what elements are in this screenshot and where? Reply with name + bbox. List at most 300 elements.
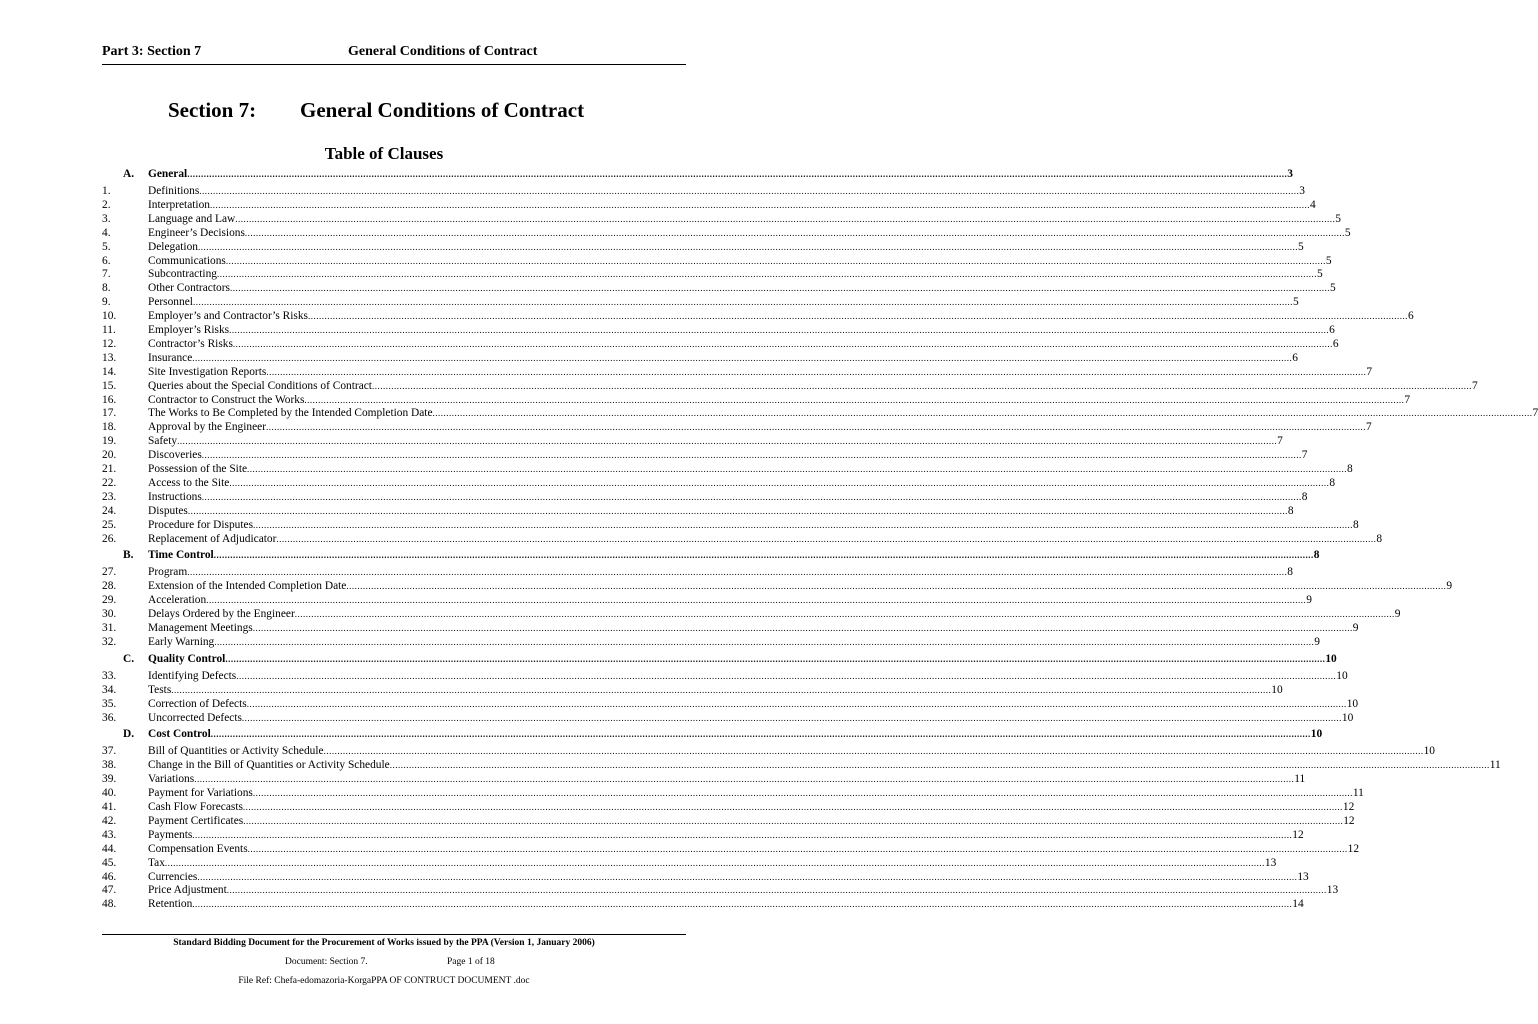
toc-entry-line [148,814,1355,828]
toc-leader-dots: ................................................................................................................................................................................................................................................................................................................................................................................................................ [213,550,1314,561]
toc-leader-dots: ................................................................................................................................................................................................................................................................................................................................................................................................................ [294,609,1395,620]
toc-number: 27. [102,566,117,579]
toc-leader-dots: ................................................................................................................................................................................................................................................................................................................................................................................................................ [432,408,1533,419]
toc-title: Variations [148,773,195,786]
toc-leader-dots: ................................................................................................................................................................................................................................................................................................................................................................................................................ [304,394,1405,405]
toc-clause-row [0,309,1414,323]
toc-clause-row [0,462,1353,476]
toc-page-number: 13 [1297,870,1309,883]
toc-entry-line [148,635,1320,649]
toc-page-number: 7 [1277,435,1283,448]
toc-section-row [0,727,1323,741]
toc-entry-line [148,669,1348,683]
toc-clause-row [0,351,1298,365]
toc-leader-dots: ................................................................................................................................................................................................................................................................................................................................................................................................................ [194,774,1295,785]
toc-title: Compensation Events [148,842,248,855]
toc-clause-row [0,281,1336,295]
toc-leader-dots: ................................................................................................................................................................................................................................................................................................................................................................................................................ [346,581,1447,592]
toc-title: Tests [148,683,172,696]
toc-title: Procedure for Disputes [148,518,254,531]
toc-entry-line [148,883,1339,897]
toc-number: 23. [102,490,117,503]
toc-entry-line [148,711,1354,725]
toc-number: 31. [102,622,117,634]
toc-entry-line [148,393,1411,407]
toc-page-number: 8 [1287,504,1294,517]
toc-number: 25. [102,518,117,531]
toc-section-row [0,652,1337,666]
toc-clause-row [0,607,1401,621]
toc-leader-dots: ................................................................................................................................................................................................................................................................................................................................................................................................................ [265,422,1366,433]
toc-leader-dots: ................................................................................................................................................................................................................................................................................................................................................................................................................ [187,567,1288,578]
toc-clause-row [0,254,1332,268]
toc-entry-line [148,518,1359,532]
toc-entry-line [148,309,1414,323]
toc-page-number: 12 [1343,814,1355,827]
toc-entry-line [148,897,1304,911]
toc-number: 20. [102,449,117,462]
toc-entry-line [148,772,1306,786]
toc-title: Time Control [148,549,214,562]
toc-clause-row [0,697,1359,711]
toc-number: 29. [102,594,117,607]
toc-title: Disputes [148,504,188,517]
footer-publisher-line: Standard Bidding Document for the Procurement of Works issued by the PPA (Version 1, January 2006) [173,938,595,948]
toc-entry-line [148,548,1320,562]
toc-leader-dots: ................................................................................................................................................................................................................................................................................................................................................................................................................ [197,871,1298,882]
toc-page-number: 9 [1446,580,1453,593]
toc-page-number: 11 [1489,759,1501,772]
toc-number: 6. [102,254,111,267]
toc-leader-dots: ................................................................................................................................................................................................................................................................................................................................................................................................................ [252,788,1353,799]
footer-document-label: Document: Section 7. [285,957,368,967]
toc-clause-row [0,870,1309,884]
toc-page-number: 8 [1313,549,1320,562]
toc-leader-dots: ................................................................................................................................................................................................................................................................................................................................................................................................................ [171,684,1272,695]
toc-leader-dots: ................................................................................................................................................................................................................................................................................................................................................................................................................ [247,843,1348,854]
toc-number: 4. [102,226,111,239]
toc-clause-row [0,744,1435,758]
toc-clause-row [0,295,1299,309]
toc-page-number: 5 [1344,226,1351,239]
toc-title: Correction of Defects [148,697,247,710]
toc-number: 22. [102,476,117,489]
toc-leader-dots: ................................................................................................................................................................................................................................................................................................................................................................................................................ [164,857,1265,868]
toc-number: 12. [102,337,117,350]
toc-title: Insurance [148,351,193,364]
toc-title: Early Warning [148,635,215,648]
toc-entry-line [148,198,1316,212]
toc-leader-dots: ................................................................................................................................................................................................................................................................................................................................................................................................................ [371,380,1472,391]
toc-title: Delegation [148,240,198,253]
toc-number: 11. [102,324,116,336]
toc-leader-dots: ................................................................................................................................................................................................................................................................................................................................................................................................................ [244,227,1345,238]
toc-number: 33. [102,669,117,682]
toc-title: Uncorrected Defects [148,711,242,724]
toc-title: Access to the Site [148,476,230,489]
toc-page-number: 6 [1407,310,1414,323]
toc-section-row [0,167,1293,181]
toc-leader-dots: ................................................................................................................................................................................................................................................................................................................................................................................................................ [225,255,1326,266]
toc-number: B. [123,549,134,562]
toc-page-number: 12 [1292,828,1304,841]
footer-divider [102,934,686,935]
toc-page-number: 10 [1423,745,1435,758]
toc-number: 28. [102,580,117,593]
toc-page-number: 10 [1346,697,1359,710]
toc-number: 37. [102,745,117,758]
toc-entry-line [148,621,1359,635]
toc-page-number: 14 [1292,898,1304,911]
toc-number: A. [123,168,135,180]
toc-page-number: 8 [1353,518,1359,531]
toc-entry-line [148,434,1283,448]
toc-number: 43. [102,828,117,841]
toc-number: 39. [102,773,117,786]
toc-title: General [148,168,188,180]
toc-number: 14. [102,365,117,378]
toc-page-number: 12 [1342,801,1355,813]
toc-entry-line [148,406,1538,420]
toc-title: The Works to Be Completed by the Intended Completion Date [148,407,433,420]
toc-entry-line [148,476,1336,490]
toc-page-number: 10 [1325,652,1337,665]
toc-title: Site Investigation Reports [148,365,267,378]
toc-clause-row [0,323,1335,337]
toc-title: Approval by the Engineer [148,421,266,434]
toc-leader-dots: ................................................................................................................................................................................................................................................................................................................................................................................................................ [323,746,1424,757]
toc-page-number: 10 [1271,683,1283,696]
toc-number: 40. [102,787,117,800]
toc-clause-row [0,420,1372,434]
toc-page-number: 7 [1301,449,1308,462]
title-section-name: General Conditions of Contract [300,98,585,122]
toc-number: 7. [102,268,111,281]
toc-page-number: 8 [1287,566,1293,579]
toc-clause-row [0,683,1283,697]
toc-clause-row [0,711,1354,725]
toc-title: Employer’s and Contractor’s Risks [148,310,308,323]
toc-page-number: 8 [1301,490,1308,503]
toc-leader-dots: ................................................................................................................................................................................................................................................................................................................................................................................................................ [192,297,1293,308]
toc-entry-line [148,240,1304,254]
toc-leader-dots: ................................................................................................................................................................................................................................................................................................................................................................................................................ [192,352,1293,363]
toc-leader-dots: ................................................................................................................................................................................................................................................................................................................................................................................................................ [266,366,1367,377]
toc-entry-line [148,607,1401,621]
toc-title: Management Meetings [148,622,253,634]
toc-page-number: 3 [1299,185,1305,197]
toc-leader-dots: ................................................................................................................................................................................................................................................................................................................................................................................................................ [197,241,1298,252]
toc-title: Payment Certificates [148,814,244,827]
toc-entry-line [148,786,1364,800]
toc-number: 24. [102,504,117,517]
toc-entry-line [148,532,1383,546]
toc-entry-line [148,351,1298,365]
toc-number: 5. [102,240,111,253]
toc-leader-dots: ................................................................................................................................................................................................................................................................................................................................................................................................................ [201,491,1302,502]
toc-page-number: 6 [1332,337,1339,350]
toc-page-number: 7 [1471,379,1478,392]
toc-title: Payment for Variations [148,787,253,800]
toc-title: Engineer’s Decisions [148,226,245,239]
toc-page-number: 7 [1365,421,1372,434]
toc-number: 48. [102,898,117,911]
toc-page-number: 5 [1292,296,1299,309]
toc-clause-row [0,365,1373,379]
toc-title: Safety [148,435,178,448]
toc-entry-line [148,281,1336,295]
toc-leader-dots: ................................................................................................................................................................................................................................................................................................................................................................................................................ [247,464,1348,474]
toc-title: Bill of Quantities or Activity Schedule [148,745,324,758]
toc-clause-row [0,883,1339,897]
toc-title: Subcontracting [148,268,217,281]
toc-title: Price Adjustment [148,884,227,897]
toc-page-number: 13 [1264,856,1277,869]
toc-title: Cost Control [148,728,211,741]
toc-leader-dots: ................................................................................................................................................................................................................................................................................................................................................................................................................ [235,213,1336,224]
toc-number: 26. [102,532,117,545]
toc-leader-dots: ................................................................................................................................................................................................................................................................................................................................................................................................................ [242,802,1343,812]
toc-number: 38. [102,759,117,772]
toc-title: Discoveries [148,449,202,462]
toc-entry-line [148,697,1359,711]
toc-page-number: 5 [1297,240,1304,253]
toc-number: 1. [102,185,111,197]
toc-page-number: 11 [1294,773,1306,786]
toc-entry-line [148,323,1335,337]
toc-title: Employer’s Risks [148,324,230,336]
toc-page-number: 5 [1325,254,1332,267]
toc-entry-line [148,504,1294,518]
toc-title: Identifying Defects [148,669,237,682]
toc-entry-line [148,593,1312,607]
toc-number: C. [123,652,135,665]
toc-clause-row [0,490,1308,504]
toc-number: 44. [102,842,117,855]
toc-clause-row [0,226,1351,240]
toc-section-row [0,548,1320,562]
toc-leader-dots: ................................................................................................................................................................................................................................................................................................................................................................................................................ [276,533,1377,544]
toc-leader-dots: ................................................................................................................................................................................................................................................................................................................................................................................................................ [192,829,1293,840]
toc-leader-dots: ................................................................................................................................................................................................................................................................................................................................................................................................................ [210,199,1310,210]
toc-leader-dots: ................................................................................................................................................................................................................................................................................................................................................................................................................ [246,698,1347,709]
toc-clause-row [0,267,1323,281]
toc-title: Delays Ordered by the Engineer [148,608,295,621]
toc-title: Other Contractors [148,282,230,295]
toc-entry-line [148,226,1351,240]
toc-clause-row [0,337,1339,351]
toc-clause-row [0,212,1341,226]
toc-entry-line [148,254,1332,268]
toc-entry-line [148,420,1372,434]
toc-clause-row [0,448,1308,462]
toc-leader-dots: ................................................................................................................................................................................................................................................................................................................................................................................................................ [243,815,1344,826]
toc-title: Change in the Bill of Quantities or Activity Schedule [148,759,390,772]
toc-page-number: 3 [1287,168,1293,180]
toc-page-number: 10 [1336,669,1348,682]
toc-clause-row [0,786,1364,800]
toc-title: Program [148,566,188,579]
toc-leader-dots: ................................................................................................................................................................................................................................................................................................................................................................................................................ [232,338,1333,349]
toc-number: 19. [102,435,117,448]
toc-clause-row [0,532,1383,546]
toc-number: 13. [102,351,117,364]
toc-page-number: 7 [1366,365,1373,378]
toc-entry-line [148,379,1478,393]
toc-page-number: 9 [1352,622,1359,634]
toc-page-number: 11 [1352,787,1364,800]
toc-title: Currencies [148,870,198,883]
toc-entry-line [148,842,1360,856]
toc-leader-dots: ................................................................................................................................................................................................................................................................................................................................................................................................................ [199,186,1300,196]
toc-title: Personnel [148,296,193,309]
toc-entry-line [148,365,1373,379]
footer-page-number: Page 1 of 18 [447,957,495,967]
toc-clause-row [0,856,1277,870]
toc-leader-dots: ................................................................................................................................................................................................................................................................................................................................................................................................................ [229,325,1330,335]
toc-page-number: 5 [1335,212,1341,225]
toc-leader-dots: ................................................................................................................................................................................................................................................................................................................................................................................................................ [177,436,1278,447]
toc-entry-line [148,579,1453,593]
toc-title: Contractor to Construct the Works [148,393,305,406]
toc-leader-dots: ................................................................................................................................................................................................................................................................................................................................................................................................................ [253,519,1354,530]
toc-page-number: 6 [1292,351,1298,364]
toc-title: Communications [148,254,226,267]
toc-leader-dots: ................................................................................................................................................................................................................................................................................................................................................................................................................ [210,729,1311,740]
toc-page-number: 9 [1314,635,1320,648]
toc-title: Language and Law [148,212,236,225]
toc-entry-line [148,337,1339,351]
toc-clause-row [0,476,1336,490]
toc-title: Replacement of Adjudicator [148,532,277,545]
toc-leader-dots: ................................................................................................................................................................................................................................................................................................................................................................................................................ [236,670,1337,681]
toc-number: 34. [102,683,117,696]
toc-number: 35. [102,697,117,710]
toc-page-number: 8 [1347,463,1353,475]
toc-leader-dots: ................................................................................................................................................................................................................................................................................................................................................................................................................ [389,760,1490,771]
toc-number: 10. [102,310,117,323]
toc-leader-dots: ................................................................................................................................................................................................................................................................................................................................................................................................................ [192,899,1293,910]
toc-number: 16. [102,393,117,406]
toc-number: 2. [102,198,111,211]
toc-title: Interpretation [148,198,210,211]
toc-entry-line [148,758,1501,772]
toc-number: 30. [102,608,117,621]
toc-clause-row [0,621,1359,635]
toc-title: Acceleration [148,594,207,607]
toc-clause-row [0,393,1411,407]
toc-clause-row [0,635,1320,649]
toc-number: 32. [102,635,117,648]
toc-entry-line [148,856,1277,870]
toc-page-number: 7 [1532,407,1538,420]
toc-title: Payments [148,828,193,841]
toc-clause-row [0,800,1355,814]
toc-clause-row [0,184,1305,198]
toc-entry-line [148,212,1341,226]
toc-entry-line [148,448,1308,462]
toc-title: Quality Control [148,652,226,665]
toc-leader-dots: ................................................................................................................................................................................................................................................................................................................................................................................................................ [241,712,1342,723]
toc-title: Possession of the Site [148,463,248,475]
header-document-title: General Conditions of Contract [348,44,538,59]
toc-page-number: 8 [1329,476,1336,489]
toc-clause-row [0,198,1316,212]
toc-leader-dots: ................................................................................................................................................................................................................................................................................................................................................................................................................ [307,311,1408,322]
toc-clause-row [0,379,1478,393]
toc-entry-line [148,870,1309,884]
toc-leader-dots: ................................................................................................................................................................................................................................................................................................................................................................................................................ [187,505,1288,516]
toc-number: 47. [102,884,117,897]
toc-entry-line [148,267,1323,281]
toc-title: Cash Flow Forecasts [148,801,243,813]
toc-page-number: 10 [1341,711,1354,724]
toc-number: 17. [102,407,117,420]
toc-page-number: 10 [1310,728,1323,741]
toc-clause-row [0,504,1294,518]
toc-number: 41. [102,801,117,813]
toc-title: Contractor’s Risks [148,337,233,350]
toc-number: 3. [102,212,111,225]
toc-entry-line [148,744,1435,758]
toc-entry-line [148,683,1283,697]
toc-number: 42. [102,814,117,827]
toc-leader-dots: ................................................................................................................................................................................................................................................................................................................................................................................................................ [226,885,1327,896]
toc-entry-line [148,295,1299,309]
toc-leader-dots: ................................................................................................................................................................................................................................................................................................................................................................................................................ [216,269,1317,280]
toc-number: 9. [102,296,111,309]
toc-leader-dots: ................................................................................................................................................................................................................................................................................................................................................................................................................ [187,169,1288,179]
toc-leader-dots: ................................................................................................................................................................................................................................................................................................................................................................................................................ [229,477,1330,488]
toc-page-number: 9 [1394,608,1401,621]
toc-clause-row [0,842,1360,856]
toc-page-number: 4 [1310,198,1316,211]
toc-clause-row [0,814,1355,828]
toc-title: Definitions [148,185,200,197]
toc-number: 18. [102,421,117,434]
toc-entry-line [148,462,1353,476]
toc-title: Extension of the Intended Completion Date [148,580,347,593]
toc-page-number: 6 [1329,324,1335,336]
toc-clause-row [0,758,1501,772]
toc-entry-line [148,565,1293,579]
toc-page-number: 9 [1306,594,1312,607]
toc-page-number: 8 [1376,532,1383,545]
toc-title: Instructions [148,490,202,503]
toc-entry-line [148,184,1305,198]
toc-number: 15. [102,379,117,392]
toc-leader-dots: ................................................................................................................................................................................................................................................................................................................................................................................................................ [201,450,1302,461]
toc-title: Queries about the Special Conditions of Contract [148,379,372,392]
toc-page-number: 5 [1329,282,1336,295]
toc-entry-line [148,727,1323,741]
toc-leader-dots: ................................................................................................................................................................................................................................................................................................................................................................................................................ [225,653,1326,664]
toc-number: 8. [102,282,111,295]
toc-leader-dots: ................................................................................................................................................................................................................................................................................................................................................................................................................ [206,595,1307,606]
toc-page-number: 12 [1347,842,1360,855]
toc-number: 36. [102,711,117,724]
toc-page-number: 5 [1316,268,1323,281]
toc-clause-row [0,593,1312,607]
toc-clause-row [0,669,1348,683]
toc-title: Retention [148,898,193,911]
toc-entry-line [148,800,1355,814]
title-section-number: Section 7: [168,98,257,122]
toc-number: 45. [102,856,117,869]
footer-file-reference: File Ref: Chefa-edomazoria-KorgaPPA OF CONTRUCT DOCUMENT .doc [238,976,530,986]
toc-entry-line [148,828,1304,842]
toc-entry-line [148,652,1337,666]
